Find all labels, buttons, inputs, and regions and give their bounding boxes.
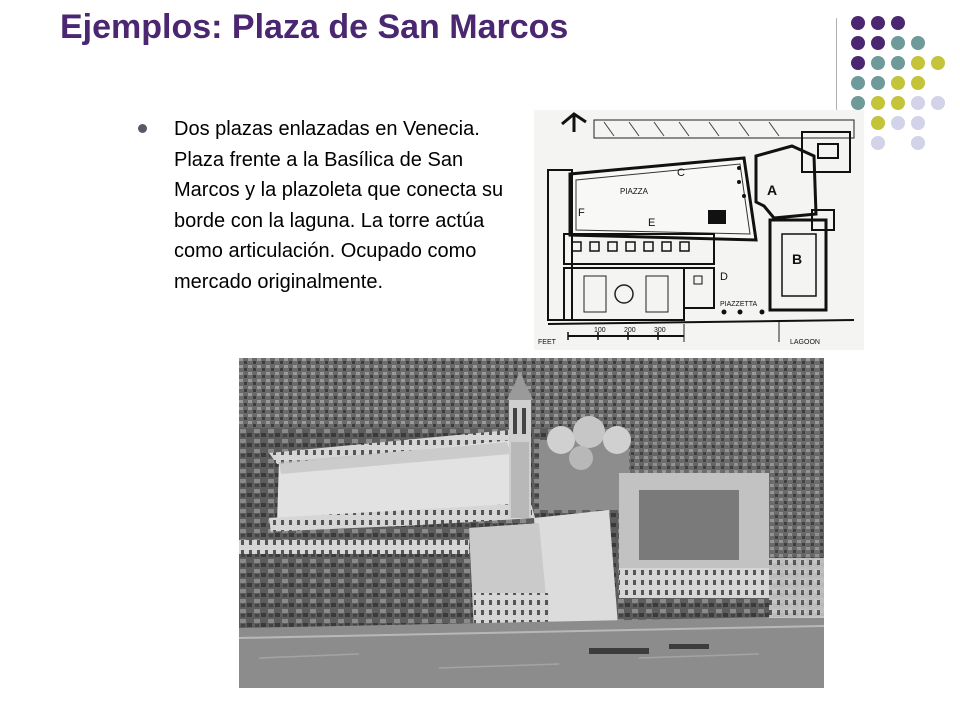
site-plan-image <box>534 110 864 350</box>
plan-label-a: A <box>767 182 778 198</box>
dot <box>851 76 865 90</box>
dot <box>871 16 885 30</box>
dot <box>851 56 865 70</box>
dot <box>851 36 865 50</box>
dot <box>891 76 905 90</box>
dot <box>911 96 925 110</box>
bullet-marker <box>138 124 147 133</box>
dot <box>871 36 885 50</box>
dot <box>911 116 925 130</box>
dot <box>931 96 945 110</box>
dot <box>891 16 905 30</box>
site-plan-drawing <box>534 110 864 350</box>
slide-title: Ejemplos: Plaza de San Marcos <box>60 8 569 46</box>
plan-label-feet: FEET <box>538 339 556 346</box>
plan-label-lagoon: LAGOON <box>790 339 820 346</box>
scale-tick-200: 200 <box>624 327 636 334</box>
plan-label-piazza: PIAZZA <box>620 187 649 196</box>
aerial-photo <box>239 358 824 688</box>
plan-label-piazzetta: PIAZZETTA <box>720 301 758 308</box>
plan-label-b: B <box>792 251 803 267</box>
aerial-photo-drawing <box>239 358 824 688</box>
dot <box>871 96 885 110</box>
plan-label-c: C <box>677 167 685 179</box>
dot <box>871 56 885 70</box>
plan-label-d: D <box>720 271 728 283</box>
dot <box>871 76 885 90</box>
dot <box>911 76 925 90</box>
dot <box>871 116 885 130</box>
title-divider-line <box>836 18 837 110</box>
dot <box>891 116 905 130</box>
dot <box>911 136 925 150</box>
dot <box>891 36 905 50</box>
dot <box>911 56 925 70</box>
dot <box>871 136 885 150</box>
plan-label-f: F <box>578 207 585 219</box>
dot <box>851 96 865 110</box>
bullet-text: Dos plazas enlazadas en Venecia. Plaza frente a la Basílica de San Marcos y la plazoleta que conecta su borde con la laguna. La torre actúa como articulación. Ocupado como mercado originalmente. <box>174 118 504 293</box>
dot <box>931 56 945 70</box>
plan-label-e: E <box>648 217 656 229</box>
dot <box>891 96 905 110</box>
scale-tick-300: 300 <box>654 327 666 334</box>
dot <box>891 56 905 70</box>
scale-tick-100: 100 <box>594 327 606 334</box>
dot <box>911 36 925 50</box>
dot <box>851 16 865 30</box>
